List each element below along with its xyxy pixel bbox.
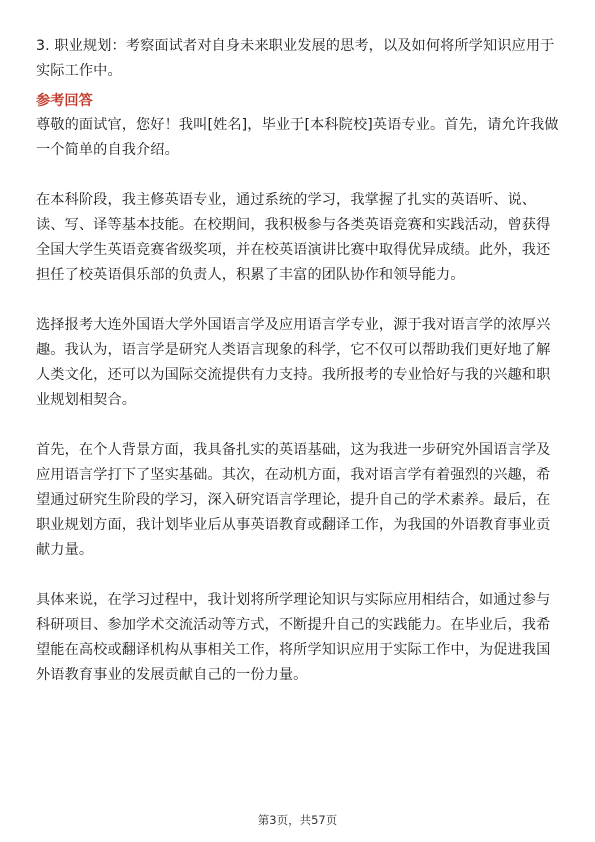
- paragraph-line: 尊敬的面试官，您好！我叫[姓名]，毕业于[本科院校]英语专业。首先，请允许我做: [36, 117, 559, 133]
- answer-paragraph-plan: [36, 588, 562, 688]
- paragraph-line: 担任了校英语俱乐部的负责人，积累了丰富的团队协作和领导能力。: [36, 267, 465, 283]
- document-content: [36, 34, 562, 688]
- paragraph-line: 全国大学生英语竞赛省级奖项，并在校英语演讲比赛中取得优异成绩。此外，我还: [36, 242, 551, 258]
- paragraph-line: 一个简单的自我介绍。: [36, 142, 179, 158]
- paragraph-spacer: [36, 413, 562, 438]
- paragraph-line: 望通过研究生阶段的学习，深入研究语言学理论，提升自己的学术素养。最后，在: [36, 492, 551, 508]
- answer-heading: 参考回答: [36, 93, 93, 109]
- paragraph-line: 读、写、译等基本技能。在校期间，我积极参与各类英语竞赛和实践活动，曾获得: [36, 217, 551, 233]
- paragraph-line: 应用语言学打下了坚实基础。其次，在动机方面，我对语言学有着强烈的兴趣，希: [36, 467, 551, 483]
- paragraph-spacer: [36, 288, 562, 313]
- paragraph-line: 望能在高校或翻译机构从事相关工作，将所学知识应用于实际工作中，为促进我国: [36, 642, 551, 658]
- paragraph-line: 选择报考大连外国语大学外国语言学及应用语言学专业，源于我对语言学的浓厚兴: [36, 317, 551, 333]
- paragraph-line: 人类文化，还可以为国际交流提供有力支持。我所报考的专业恰好与我的兴趣和职: [36, 367, 551, 383]
- paragraph-line: 科研项目、参加学术交流活动等方式，不断提升自己的实践能力。在毕业后，我希: [36, 617, 551, 633]
- page-number-footer: 第3页，共57页: [257, 813, 338, 827]
- answer-paragraph-motivation: [36, 313, 562, 413]
- paragraph-line: 外语教育事业的发展贡献自己的一份力量。: [36, 667, 308, 683]
- paragraph-line: 献力量。: [36, 542, 94, 558]
- answer-paragraph-undergrad: [36, 188, 562, 288]
- paragraph-line: 具体来说，在学习过程中，我计划将所学理论知识与实际应用相结合，如通过参与: [36, 592, 551, 608]
- paragraph-line: 在本科阶段，我主修英语专业，通过系统的学习，我掌握了扎实的英语听、说、: [36, 192, 537, 208]
- paragraph-line: 职业规划方面，我计划毕业后从事英语教育或翻译工作，为我国的外语教育事业贡: [36, 517, 551, 533]
- answer-paragraph-intro: [36, 113, 562, 163]
- question-line: 实际工作中。: [36, 63, 122, 79]
- question-block: [36, 34, 562, 84]
- paragraph-spacer: [36, 563, 562, 588]
- paragraph-line: 业规划相契合。: [36, 392, 137, 408]
- paragraph-line: 趣。我认为，语言学是研究人类语言现象的科学，它不仅可以帮助我们更好地了解: [36, 342, 551, 358]
- paragraph-line: 首先，在个人背景方面，我具备扎实的英语基础，这为我进一步研究外国语言学及: [36, 442, 551, 458]
- question-line: 3. 职业规划：考察面试者对自身未来职业发展的思考，以及如何将所学知识应用于: [36, 38, 555, 54]
- answer-paragraph-background: [36, 438, 562, 563]
- paragraph-spacer: [36, 163, 562, 188]
